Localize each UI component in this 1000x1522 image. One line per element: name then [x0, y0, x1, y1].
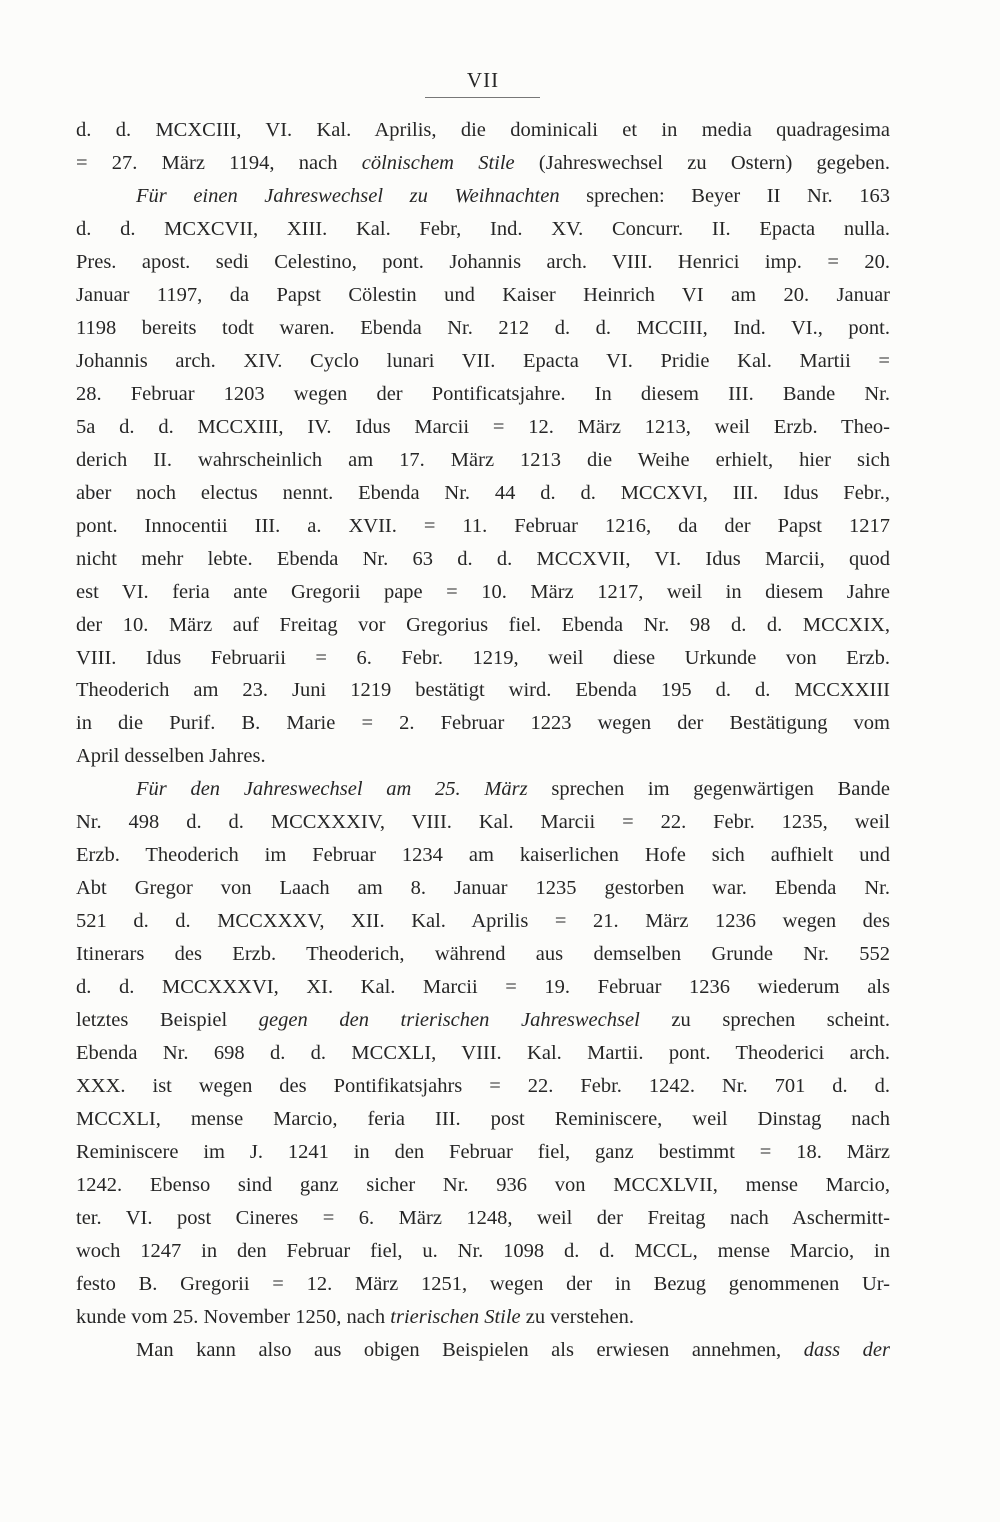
text-line: [76, 279, 890, 312]
text-run: in die Purif. B. Marie = 2. Februar 1223 wegen der Bestätigung vom: [76, 712, 890, 735]
text-line: [76, 411, 890, 444]
text-line: [76, 345, 890, 378]
text-run: Pres. apost. sedi Celestino, pont. Johannis arch. VIII. Henrici imp. = 20.: [76, 250, 890, 273]
text-run: Erzb. Theoderich im Februar 1234 am kaiserlichen Hofe sich aufhielt und: [76, 844, 890, 867]
text-run: derich II. wahrscheinlich am 17. März 1213 die Weihe erhielt, hier sich: [76, 448, 890, 471]
text-line: [76, 444, 890, 477]
text-line: [76, 477, 890, 510]
text-run: Ebenda Nr. 698 d. d. MCCXLI, VIII. Kal. Martii. pont. Theoderici arch.: [76, 1042, 890, 1065]
text-line: [76, 312, 890, 345]
text-line: [76, 543, 890, 576]
text-run: d. d. MCXCVII, XIII. Kal. Febr, Ind. XV. Concurr. II. Epacta nulla.: [76, 217, 890, 240]
text-run: aber noch electus nennt. Ebenda Nr. 44 d. d. MCCXVI, III. Idus Febr.,: [76, 481, 890, 504]
text-run: d. d. MCCXXXVI, XI. Kal. Marcii = 19. Februar 1236 wiederum als: [76, 976, 890, 999]
text-line: [76, 378, 890, 411]
text-run: d. d. MCXCIII, VI. Kal. Aprilis, die dominicali et in media quadragesima: [76, 119, 890, 141]
text-line: [76, 114, 890, 147]
text-run: Itinerars des Erzb. Theoderich, während aus demselben Grunde Nr. 552: [76, 943, 890, 966]
text-line: [76, 905, 890, 938]
text-line: [76, 1136, 890, 1169]
text-line: [76, 773, 890, 806]
text-line: [76, 707, 890, 740]
text-line: [76, 510, 890, 543]
text-run: festo B. Gregorii = 12. März 1251, wegen der in Bezug genommenen Ur-: [76, 1272, 890, 1295]
text-run: pont. Innocentii III. a. XVII. = 11. Februar 1216, da der Papst 1217: [76, 514, 890, 537]
text-line: [76, 971, 890, 1004]
text-run: (Jahreswechsel zu Ostern) gegeben.: [514, 151, 890, 174]
italic-text: Für einen Jahreswechsel zu Weihnachten: [136, 184, 560, 207]
text-run: 5a d. d. MCCXIII, IV. Idus Marcii = 12. März 1213, weil Erzb. Theo-: [76, 415, 890, 438]
text-line: [76, 180, 890, 213]
text-run: 28. Februar 1203 wegen der Pontificatsjahre. In diesem III. Bande Nr.: [76, 382, 890, 405]
text-run: Theoderich am 23. Juni 1219 bestätigt wird. Ebenda 195 d. d. MCCXXIII: [76, 679, 890, 702]
text-line: [76, 1037, 890, 1070]
text-run: sprechen: Beyer II Nr. 163: [559, 184, 890, 207]
text-run: ter. VI. post Cineres = 6. März 1248, weil der Freitag nach Aschermitt-: [76, 1206, 890, 1229]
italic-text: cölnischem Stile: [361, 151, 515, 174]
text-run: Johannis arch. XIV. Cyclo lunari VII. Epacta VI. Pridie Kal. Martii =: [76, 349, 890, 372]
text-line: [76, 674, 890, 707]
text-run: Man kann also aus obigen Beispielen als erwiesen annehmen,: [136, 1338, 804, 1361]
italic-text: Für den Jahreswechsel am 25. März: [136, 778, 528, 801]
text-run: letztes Beispiel: [76, 1009, 259, 1032]
text-run: 521 d. d. MCCXXXV, XII. Kal. Aprilis = 21. März 1236 wegen des: [76, 910, 890, 933]
text-run: zu sprechen scheint.: [639, 1009, 890, 1032]
text-run: VIII. Idus Februarii = 6. Febr. 1219, weil diese Urkunde von Erzb.: [76, 646, 890, 669]
text-run: kunde vom 25. November 1250, nach: [76, 1305, 391, 1328]
text-line: [76, 246, 890, 279]
italic-text: trierischen Stile: [390, 1305, 521, 1328]
text-run: der 10. März auf Freitag vor Gregorius fiel. Ebenda Nr. 98 d. d. MCCXIX,: [76, 613, 890, 636]
text-run: est VI. feria ante Gregorii pape = 10. März 1217, weil in diesem Jahre: [76, 580, 890, 603]
text-line: [76, 1169, 890, 1202]
text-run: Reminiscere im J. 1241 in den Februar fiel, ganz bestimmt = 18. März: [76, 1141, 890, 1164]
text-run: MCCXLI, mense Marcio, feria III. post Reminiscere, weil Dinstag nach: [76, 1108, 890, 1131]
text-line: [76, 806, 890, 839]
text-line: [76, 1268, 890, 1301]
text-run: Abt Gregor von Laach am 8. Januar 1235 gestorben war. Ebenda Nr.: [76, 877, 890, 900]
text-line: [76, 740, 890, 773]
text-line: [76, 576, 890, 609]
text-run: XXX. ist wegen des Pontifikatsjahrs = 22. Febr. 1242. Nr. 701 d. d.: [76, 1075, 890, 1098]
text-line: [76, 1235, 890, 1268]
italic-text: gegen den trierischen Jahreswechsel: [258, 1009, 640, 1032]
text-run: = 27. März 1194, nach: [76, 151, 362, 174]
text-run: Nr. 498 d. d. MCCXXXIV, VIII. Kal. Marcii = 22. Febr. 1235, weil: [76, 811, 890, 834]
text-line: [76, 642, 890, 675]
text-line: [76, 839, 890, 872]
text-line: [76, 938, 890, 971]
text-line: [76, 872, 890, 905]
page-number: VII: [466, 68, 500, 92]
text-run: zu verstehen.: [520, 1305, 634, 1328]
text-line: [76, 1202, 890, 1235]
text-run: April desselben Jahres.: [76, 745, 266, 768]
page-body-text: [76, 114, 890, 1367]
text-line: [76, 1103, 890, 1136]
text-run: 1242. Ebenso sind ganz sicher Nr. 936 von MCCXLVII, mense Marcio,: [76, 1174, 890, 1196]
header-rule: [425, 97, 540, 98]
text-run: woch 1247 in den Februar fiel, u. Nr. 1098 d. d. MCCL, mense Marcio, in: [76, 1239, 890, 1262]
italic-text: dass der: [803, 1338, 890, 1361]
text-run: nicht mehr lebte. Ebenda Nr. 63 d. d. MCCXVII, VI. Idus Marcii, quod: [76, 547, 890, 570]
text-line: [76, 1004, 890, 1037]
text-line: [76, 1301, 890, 1334]
text-run: 1198 bereits todt waren. Ebenda Nr. 212 d. d. MCCIII, Ind. VI., pont.: [76, 316, 890, 339]
text-run: sprechen im gegenwärtigen Bande: [527, 778, 890, 801]
text-run: Januar 1197, da Papst Cölestin und Kaiser Heinrich VI am 20. Januar: [76, 283, 890, 306]
text-line: [76, 1070, 890, 1103]
text-line: [76, 147, 890, 180]
text-line: [76, 213, 890, 246]
text-line: [76, 609, 890, 642]
text-line: [76, 1334, 890, 1367]
